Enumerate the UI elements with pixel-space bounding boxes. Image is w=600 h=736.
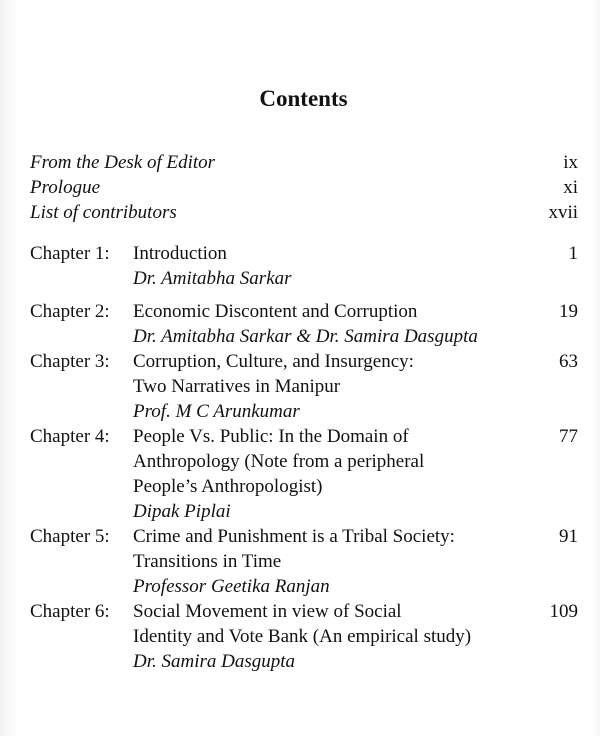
chapter-page: 19: [559, 301, 578, 322]
chapter-entry-3: [30, 349, 578, 424]
chapter-body: [133, 299, 518, 349]
front-matter-page: xi: [563, 177, 578, 198]
chapter-author: Dr. Amitabha Sarkar & Dr. Samira Dasgupta: [133, 326, 478, 347]
front-matter-list: [30, 150, 578, 225]
chapter-page: 1: [568, 243, 578, 264]
chapter-title-line: Crime and Punishment is a Tribal Society:: [133, 526, 455, 547]
chapter-body: [133, 241, 518, 291]
chapter-title-line: People Vs. Public: In the Domain of: [133, 426, 409, 447]
chapter-title-line: Identity and Vote Bank (An empirical study): [133, 626, 472, 647]
front-matter-title: From the Desk of Editor: [30, 152, 216, 173]
chapter-page: 91: [559, 526, 578, 547]
front-matter-item: [30, 175, 578, 200]
chapter-label: Chapter 3:: [30, 351, 110, 372]
front-matter-title: List of contributors: [30, 202, 177, 223]
chapter-title-line: Introduction: [133, 243, 227, 264]
chapter-body: [133, 599, 518, 674]
front-matter-item: [30, 200, 578, 225]
chapter-entry-6: [30, 599, 578, 674]
chapter-title-line: Two Narratives in Manipur: [133, 376, 341, 397]
chapter-title-line: Economic Discontent and Corruption: [133, 301, 418, 322]
front-matter-title: Prologue: [30, 177, 101, 198]
chapter-label: Chapter 6:: [30, 601, 110, 622]
chapter-label: Chapter 2:: [30, 301, 110, 322]
chapter-label: Chapter 4:: [30, 426, 110, 447]
chapter-page: 109: [549, 601, 578, 622]
chapter-entry-1: [30, 241, 578, 291]
chapter-title-line: People’s Anthropologist): [133, 476, 323, 497]
chapter-author: Professor Geetika Ranjan: [133, 576, 330, 597]
chapter-author: Dr. Samira Dasgupta: [133, 651, 296, 672]
chapter-page: 77: [559, 426, 578, 447]
chapter-author: Dr. Amitabha Sarkar: [133, 268, 292, 289]
chapter-author: Prof. M C Arunkumar: [133, 401, 300, 422]
chapter-entry-5: [30, 524, 578, 599]
chapter-title-line: Social Movement in view of Social: [133, 601, 402, 622]
front-matter-page: ix: [563, 152, 578, 173]
chapter-entry-2: [30, 299, 578, 349]
chapter-title-line: Transitions in Time: [133, 551, 282, 572]
page-title: Contents: [259, 86, 348, 111]
front-matter-item: [30, 150, 578, 175]
front-matter-page: xvii: [548, 202, 578, 223]
chapter-title-line: Corruption, Culture, and Insurgency:: [133, 351, 414, 372]
chapter-body: [133, 349, 518, 424]
chapter-label: Chapter 5:: [30, 526, 110, 547]
spacer: [30, 291, 578, 299]
chapter-body: [133, 524, 518, 599]
chapter-list: [30, 241, 578, 674]
chapter-title-line: Anthropology (Note from a peripheral: [133, 451, 425, 472]
chapter-body: [133, 424, 518, 524]
chapter-entry-4: [30, 424, 578, 524]
chapter-label: Chapter 1:: [30, 243, 110, 264]
chapter-author: Dipak Piplai: [133, 501, 231, 522]
chapter-page: 63: [559, 351, 578, 372]
